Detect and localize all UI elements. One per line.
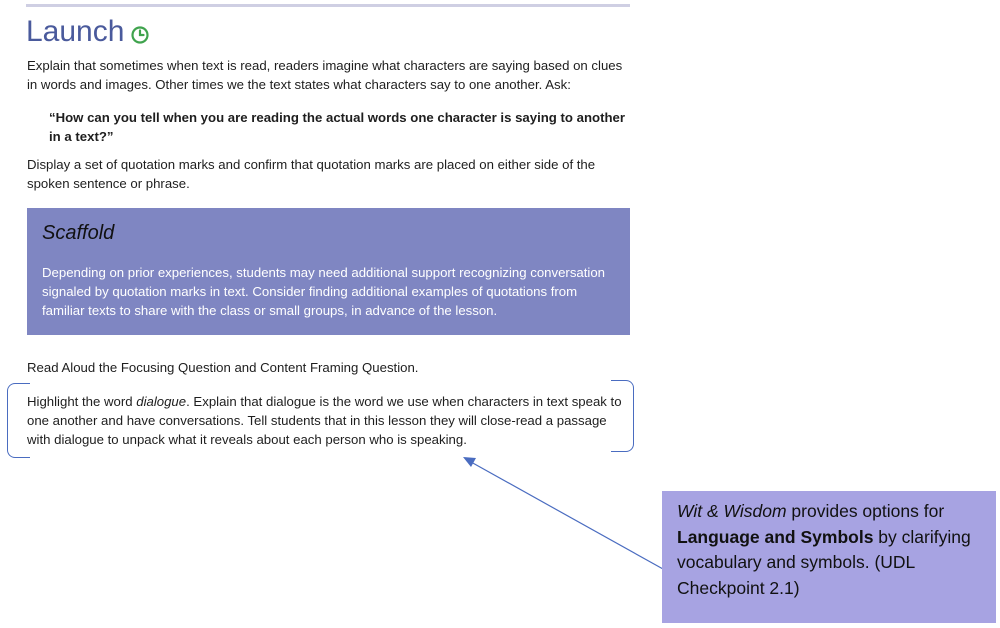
title-row xyxy=(26,12,150,52)
scaffold-box xyxy=(27,208,630,335)
question-quote: “How can you tell when you are reading the actual words one character is saying to another in a text?” xyxy=(49,110,625,144)
scaffold-body: Depending on prior experiences, students may need additional support recognizing conversation signaled by quotation marks in text. Consider finding additional examples of quotations from familiar texts to share with the class or small groups, in advance of the lesson. xyxy=(42,265,606,318)
callout-principle: Language and Symbols xyxy=(677,526,874,547)
callout-program: Wit & Wisdom xyxy=(677,501,787,521)
callout-text2: by clarifying vocabulary and symbols. (UDL Checkpoint 2.1) xyxy=(677,526,971,598)
left-bracket xyxy=(7,383,30,458)
highlight-paragraph xyxy=(27,392,630,449)
highlight-before: Highlight the word xyxy=(27,394,137,409)
right-bracket xyxy=(611,380,634,452)
callout-text xyxy=(677,499,986,601)
intro-paragraph: Explain that sometimes when text is read, readers imagine what characters are saying based on clues in words and images. Other times we the text states what characters say to one another. Ask: xyxy=(27,58,623,92)
clock-icon xyxy=(130,25,150,45)
highlight-after: . Explain that dialogue is the word we use when characters in text speak to one another and have conversations. Tell students that in this lesson they will close-read a passage with dialogue to unpack what it reveals about each person who is speaking. xyxy=(27,394,622,447)
highlight-word: dialogue xyxy=(136,394,187,409)
udl-callout xyxy=(662,491,996,623)
display-instruction: Display a set of quotation marks and confirm that quotation marks are placed on either side of the spoken sentence or phrase. xyxy=(27,157,596,191)
callout-text1: provides options for xyxy=(786,501,945,521)
top-divider xyxy=(26,4,630,7)
scaffold-title: Scaffold xyxy=(42,222,115,244)
page-title: Launch xyxy=(26,15,125,48)
read-aloud-paragraph: Read Aloud the Focusing Question and Content Framing Question. xyxy=(27,360,419,375)
